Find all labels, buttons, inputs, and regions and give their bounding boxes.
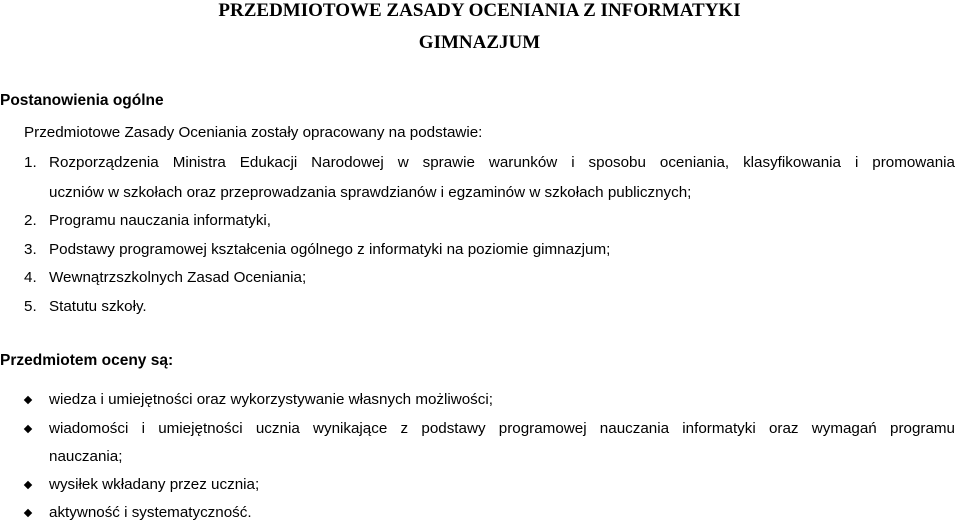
list-item-text: Rozporządzenia Ministra Edukacji Narodowej w sprawie warunków i sposobu oceniania, klasyfikowania i promowania: [49, 154, 955, 171]
bullet-item-text: wiadomości i umiejętności ucznia wynikające z podstawy programowej nauczania informatyki oraz wymagań programu: [49, 420, 955, 437]
list-item-text: Wewnątrzszkolnych Zasad Oceniania;: [49, 269, 307, 286]
section-heading-general: Postanowienia ogólne: [0, 92, 164, 109]
bullet-icon: [24, 481, 32, 489]
document-subtitle: GIMNAZJUM: [418, 32, 541, 53]
list-item-number: 4.: [24, 269, 37, 286]
list-item-text: Podstawy programowej kształcenia ogólnego z informatyki na poziomie gimnazjum;: [49, 241, 611, 258]
list-item-number: 5.: [24, 298, 37, 315]
bullet-icon: [24, 396, 32, 404]
section-heading-assessment: Przedmiotem oceny są:: [0, 352, 174, 369]
bullet-item-text: aktywność i systematyczność.: [49, 504, 252, 521]
list-item-number: 3.: [24, 241, 37, 258]
document-title: PRZEDMIOTOWE ZASADY OCENIANIA Z INFORMATYKI: [218, 0, 741, 21]
bullet-item-text: wysiłek wkładany przez ucznia;: [49, 476, 260, 493]
bullet-item-text: wiedza i umiejętności oraz wykorzystywanie własnych możliwości;: [49, 391, 493, 408]
list-item-text: Programu nauczania informatyki,: [49, 212, 272, 229]
bullet-icon: [24, 425, 32, 433]
intro-text: Przedmiotowe Zasady Oceniania zostały opracowany na podstawie:: [24, 124, 483, 141]
list-item-text: Statutu szkoły.: [49, 298, 147, 315]
list-item-number: 1.: [24, 154, 37, 171]
list-item-text-continued: uczniów w szkołach oraz przeprowadzania sprawdzianów i egzaminów w szkołach publicznych;: [49, 184, 692, 201]
bullet-icon: [24, 509, 32, 517]
list-item-number: 2.: [24, 212, 37, 229]
bullet-item-text-continued: nauczania;: [49, 448, 123, 465]
